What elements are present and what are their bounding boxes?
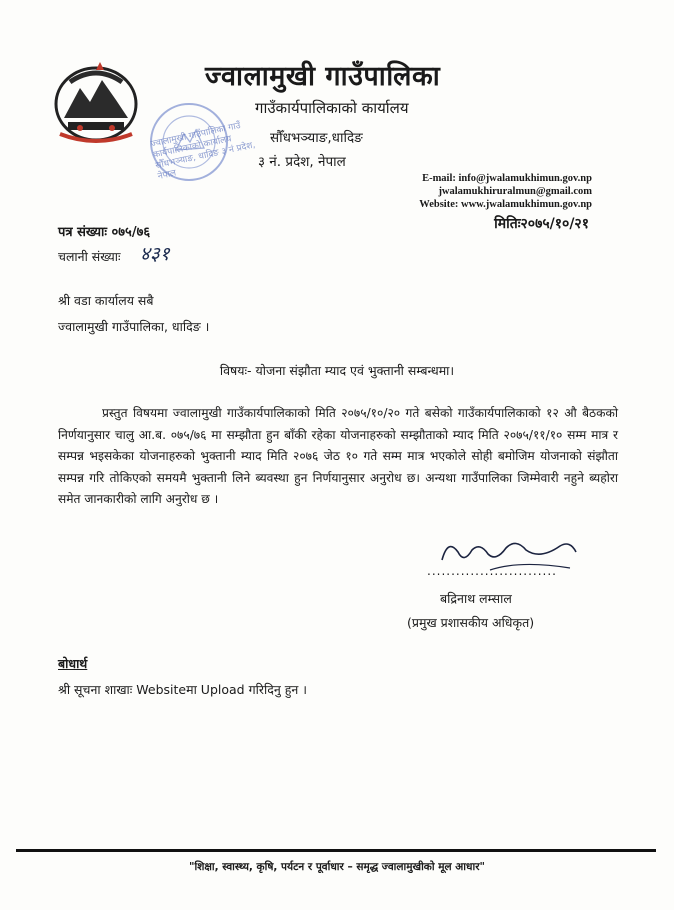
office-province: ३ नं. प्रदेश, नेपाल [258,154,346,170]
municipality-title: ज्वालामुखी गाउँपालिका [205,61,441,92]
contact-block [419,172,592,211]
letter-date: मितिः२०७५/१०/२१ [494,216,589,232]
cc-line: श्री सूचना शाखाः Websiteमा Upload गरिदिनु हुन । [58,682,308,697]
recipient-line-2: ज्वालामुखी गाउँपालिका, धादिङ । [58,319,210,334]
footer-divider [16,849,656,852]
signature-line: ........................... [427,564,557,578]
signer-title: (प्रमुख प्रशासकीय अधिकृत) [407,615,535,630]
dispatch-label: चलानी संख्याः [58,249,121,264]
letter-subject: विषयः- योजना संझौता म्याद एवं भुक्तानी सम्बन्धमा। [219,363,455,378]
cc-heading: बोधार्थ [58,656,88,671]
office-subtitle: गाउँकार्यपालिकाको कार्यालय [255,99,409,117]
contact-email: E-mail: info@jwalamukhimun.gov.np [422,173,592,184]
contact-email-secondary: jwalamukhiruralmun@gmail.com [438,186,592,197]
footer-motto: "शिक्षा, स्वास्थ्य, कृषि, पर्यटन र पूर्वाधार – समृद्ध ज्वालामुखीको मूल आधार" [189,861,485,873]
office-address: सौँधभञ्याङ,धादिङ [270,130,363,146]
reference-number: पत्र संख्याः ०७५/७६ [58,225,151,240]
recipient-line-1: श्री वडा कार्यालय सबै [58,293,154,308]
nepal-emblem-icon [50,58,142,146]
signer-name: बद्रिनाथ लम्साल [440,591,512,606]
dispatch-number: ४३१ [140,243,170,265]
letter-body: प्रस्तुत विषयमा ज्वालामुखी गाउँकार्यपालिकाको मिति २०७५/१०/२० गते बसेको गाउँकार्यपालिकाको १२ औ बैठकको निर्णयानुसार चालु आ.ब. ०७५/७६ मा सम्झौता हुन बाँकी रहेका योजनाहरुको सम्झौताको म्याद मिति २०७५/११/१० सम्म मात्र र सम्पन्न भइसकेका योजनाहरुको भुक्तानी म्याद मिति २०७६ जेठ १० गते सम्म मात्र भएकोले सोही बमोजिम योजनाको संझौता सम्पन्न गरि तोकिएको समयमै भुक्तानी लिने ब्यवस्था हुन निर्णयानुसार अनुरोध छ। अन्यथा गाउँपालिका जिम्मेवारी नहुने ब्यहोरा समेत जानकारीको लागि अनुरोध छ । [58,406,618,507]
stamp-text: ज्वालामुखी गाउँपालिका गाउँ कार्यपालिकाको कार्यालय सौँधभञ्याङ, धादिङ ३ नं प्रदेश, नेपाल [150,120,257,183]
contact-website: Website: www.jwalamukhimun.gov.np [419,199,592,210]
